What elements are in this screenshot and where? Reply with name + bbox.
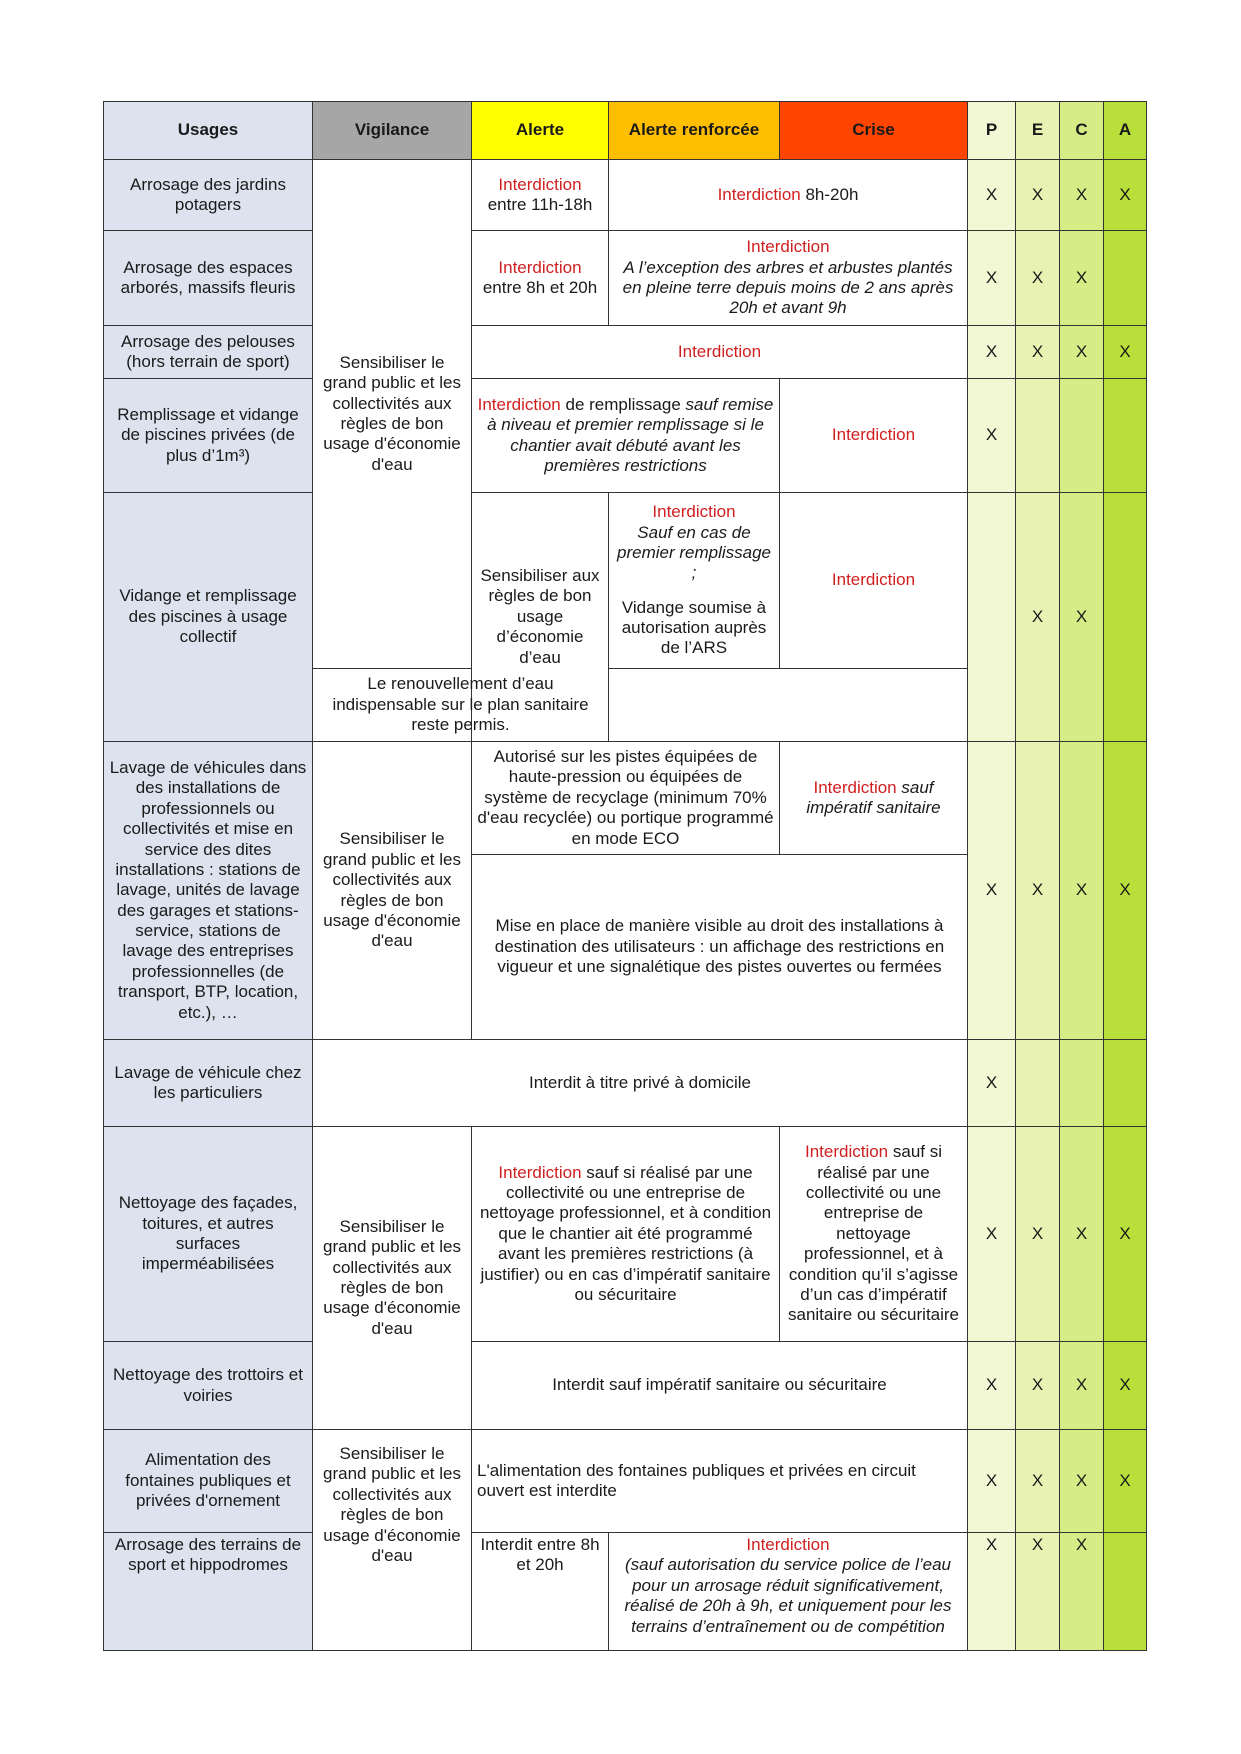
measure-text: entre 11h-18h [487, 195, 593, 214]
mark-a: X [1104, 742, 1147, 1040]
usage-cell: Vidange et remplissage des piscines à usage collectif [104, 493, 313, 742]
header-alerte-renforcee: Alerte renforcée [609, 102, 780, 160]
mark-a: X [1104, 326, 1147, 379]
mark-p: X [968, 326, 1016, 379]
mark-e: X [1016, 326, 1060, 379]
mark-p: X [968, 1533, 1016, 1651]
measure-text: sauf si réalisé par une collectivité ou une entreprise de nettoyage professionnel, et à condition que le chantier ait été programmé avant les premières restrictions (à justifier) ou en cas d’impératif sanitaire ou sécuritaire [479, 1162, 772, 1304]
mark-c: X [1060, 231, 1104, 326]
exception-text: sauf impératif sanitaire [806, 777, 941, 817]
measure-cell: Interdit sauf impératif sanitaire ou sécuritaire [472, 1342, 968, 1430]
table-row [104, 1430, 1147, 1533]
vigilance-text: Sensibiliser le grand public et les collectivités aux règles de bon usage d'économie d'eau [323, 352, 461, 474]
mark-a: X [1104, 1342, 1147, 1430]
interdiction-text: Interdiction [498, 257, 582, 277]
measure-text: entre 8h et 20h [482, 278, 598, 297]
table-row [104, 231, 1147, 326]
mark-e: X [1016, 1533, 1060, 1651]
mark-p: X [968, 1127, 1016, 1342]
table-row [104, 493, 1147, 669]
mark-c: X [1060, 493, 1104, 742]
mark-a-empty [1104, 231, 1147, 326]
interdiction-text: Interdiction [831, 425, 916, 445]
ar-crise-cell [609, 1533, 968, 1651]
usage-cell: Arrosage des pelouses (hors terrain de sport) [104, 326, 313, 379]
measure-cell: Interdit à titre privé à domicile [313, 1040, 968, 1127]
interdiction-text: Interdiction [746, 237, 830, 257]
alerte-ar-cell [472, 379, 780, 493]
usage-cell: Nettoyage des façades, toitures, et autres surfaces imperméabilisées [104, 1127, 313, 1342]
measure-cell [472, 326, 968, 379]
header-row [104, 102, 1147, 160]
usage-cell: Arrosage des terrains de sport et hippodromes [104, 1533, 313, 1651]
header-e: E [1016, 102, 1060, 160]
interdiction-text: Interdiction [804, 1142, 889, 1162]
header-crise: Crise [780, 102, 968, 160]
mark-a-empty [1104, 1040, 1147, 1127]
measure-text: 8h-20h [800, 184, 859, 204]
alerte-ar-cell: Autorisé sur les pistes équipées de haute-pression ou équipées de système de recyclage (minimum 70% d'eau recyclée) ou portique programmé en mode ECO [472, 742, 780, 855]
mark-p: X [968, 1342, 1016, 1430]
mark-c-empty [1060, 1040, 1104, 1127]
header-alerte: Alerte [472, 102, 609, 160]
vigilance-cell [313, 1430, 472, 1651]
interdiction-text: Interdiction [677, 341, 762, 361]
interdiction-text: Interdiction [477, 394, 561, 414]
crise-cell [780, 379, 968, 493]
interdiction-text: Interdiction [746, 1535, 830, 1554]
mark-p: X [968, 379, 1016, 493]
mark-p: X [968, 1430, 1016, 1533]
interdiction-text: Interdiction [831, 570, 916, 590]
exception-text: (sauf autorisation du service police de l’eau pour un arrosage réduit significativement, réalisé de 20h à 9h, et uniquement pour les terrains d’entraînement ou de compétition [624, 1555, 952, 1636]
mark-e: X [1016, 1342, 1060, 1430]
vigilance-text: Sensibiliser le grand public et les collectivités aux règles de bon usage d'économie d'eau [323, 829, 461, 951]
alerte-ar-cell [472, 1127, 780, 1342]
usage-cell: Arrosage des jardins potagers [104, 160, 313, 231]
table-row [104, 160, 1147, 231]
table-row [104, 1040, 1147, 1127]
mark-c: X [1060, 742, 1104, 1040]
table-row [104, 742, 1147, 855]
mark-c: X [1060, 160, 1104, 231]
usage-cell: Lavage de véhicules dans des installations de professionnels ou collectivités et mise en service des dites installations : stations de lavage, unités de lavage des garages et stations-service, stations de lavage des entreprises professionnelles (de transport, BTP, location, etc.), … [104, 742, 313, 1040]
crise-cell [780, 493, 968, 669]
mark-p: X [968, 1040, 1016, 1127]
vigilance-cell [313, 1127, 472, 1430]
exception-text: Sauf en cas de premier remplissage ; [617, 522, 771, 583]
mark-e: X [1016, 1430, 1060, 1533]
table-row [104, 1127, 1147, 1342]
restrictions-table [103, 101, 1147, 1651]
mark-e: X [1016, 742, 1060, 1040]
usage-cell: Alimentation des fontaines publiques et privées d'ornement [104, 1430, 313, 1533]
measure-text: Vidange soumise à autorisation auprès de l’ARS [621, 597, 767, 658]
note-cell: Le renouvellement d’eau indispensable sur le plan sanitaire reste permis. [313, 669, 609, 742]
mark-a: X [1104, 1430, 1147, 1533]
mark-a-empty [1104, 1533, 1147, 1651]
crise-cell [780, 742, 968, 855]
exception-text: A l’exception des arbres et arbustes plantés en pleine terre depuis moins de 2 ans après 20h et avant 9h [622, 257, 954, 318]
mark-a: X [1104, 160, 1147, 231]
table-row [104, 326, 1147, 379]
mark-c: X [1060, 1430, 1104, 1533]
vigilance-cell [313, 742, 472, 1040]
mark-p: X [968, 160, 1016, 231]
header-c: C [1060, 102, 1104, 160]
mark-p-empty [968, 493, 1016, 742]
usage-cell: Arrosage des espaces arborés, massifs fleuris [104, 231, 313, 326]
table-row [104, 1342, 1147, 1430]
ar-crise-cell [609, 160, 968, 231]
vigilance-text: Sensibiliser le grand public et les collectivités aux règles de bon usage d'économie d'eau [323, 1216, 461, 1338]
alerte-cell: Interdit entre 8h et 20h [472, 1533, 609, 1651]
mark-a-empty [1104, 493, 1147, 742]
mark-a-empty [1104, 379, 1147, 493]
measure-text: de remplissage [560, 394, 686, 414]
ar-crise-cell [609, 231, 968, 326]
mark-e-empty [1016, 379, 1060, 493]
interdiction-text: Interdiction [717, 184, 801, 204]
mark-c-empty [1060, 379, 1104, 493]
interdiction-text: Interdiction [498, 174, 582, 194]
alerte-cell: Sensibiliser aux règles de bon usage d’économie d’eau [472, 493, 609, 742]
table-row [104, 379, 1147, 493]
measure-cell: L'alimentation des fontaines publiques et privées en circuit ouvert est interdite [472, 1430, 968, 1533]
usage-cell: Remplissage et vidange de piscines privées (de plus d’1m³) [104, 379, 313, 493]
mark-c: X [1060, 326, 1104, 379]
alerte-cell [472, 160, 609, 231]
vigilance-cell [313, 160, 472, 669]
mark-e-empty [1016, 1040, 1060, 1127]
alerte-cell [472, 231, 609, 326]
interdiction-text: Interdiction [498, 1162, 582, 1182]
header-a: A [1104, 102, 1147, 160]
mark-c: X [1060, 1533, 1104, 1651]
usage-cell: Lavage de véhicule chez les particuliers [104, 1040, 313, 1127]
mark-p: X [968, 742, 1016, 1040]
mark-c: X [1060, 1127, 1104, 1342]
header-usages: Usages [104, 102, 313, 160]
header-p: P [968, 102, 1016, 160]
mark-c: X [1060, 1342, 1104, 1430]
mark-e: X [1016, 231, 1060, 326]
mark-e: X [1016, 493, 1060, 742]
interdiction-text: Interdiction [652, 502, 736, 522]
mark-p: X [968, 231, 1016, 326]
interdiction-text: Interdiction [813, 777, 897, 797]
mark-e: X [1016, 160, 1060, 231]
usage-cell: Nettoyage des trottoirs et voiries [104, 1342, 313, 1430]
note-cell: Mise en place de manière visible au droit des installations à destination des utilisateurs : un affichage des restrictions en vigueur et une signalétique des pistes ouvertes ou fermées [472, 855, 968, 1040]
ar-cell [609, 493, 780, 669]
table-row [104, 1533, 1147, 1651]
exception-text: sauf remise à niveau et premier remplissage si le chantier avait débuté avant les premières restrictions [487, 394, 774, 475]
crise-cell [780, 1127, 968, 1342]
mark-e: X [1016, 1127, 1060, 1342]
measure-text: sauf si réalisé par une collectivité ou une entreprise de nettoyage professionnel, et à condition qu’il s’agisse d’un cas d’impératif sanitaire ou sécuritaire [787, 1142, 960, 1325]
mark-a: X [1104, 1127, 1147, 1342]
vigilance-text: Sensibiliser le grand public et les collectivités aux règles de bon usage d'économie d'eau [323, 1444, 461, 1565]
header-vigilance: Vigilance [313, 102, 472, 160]
